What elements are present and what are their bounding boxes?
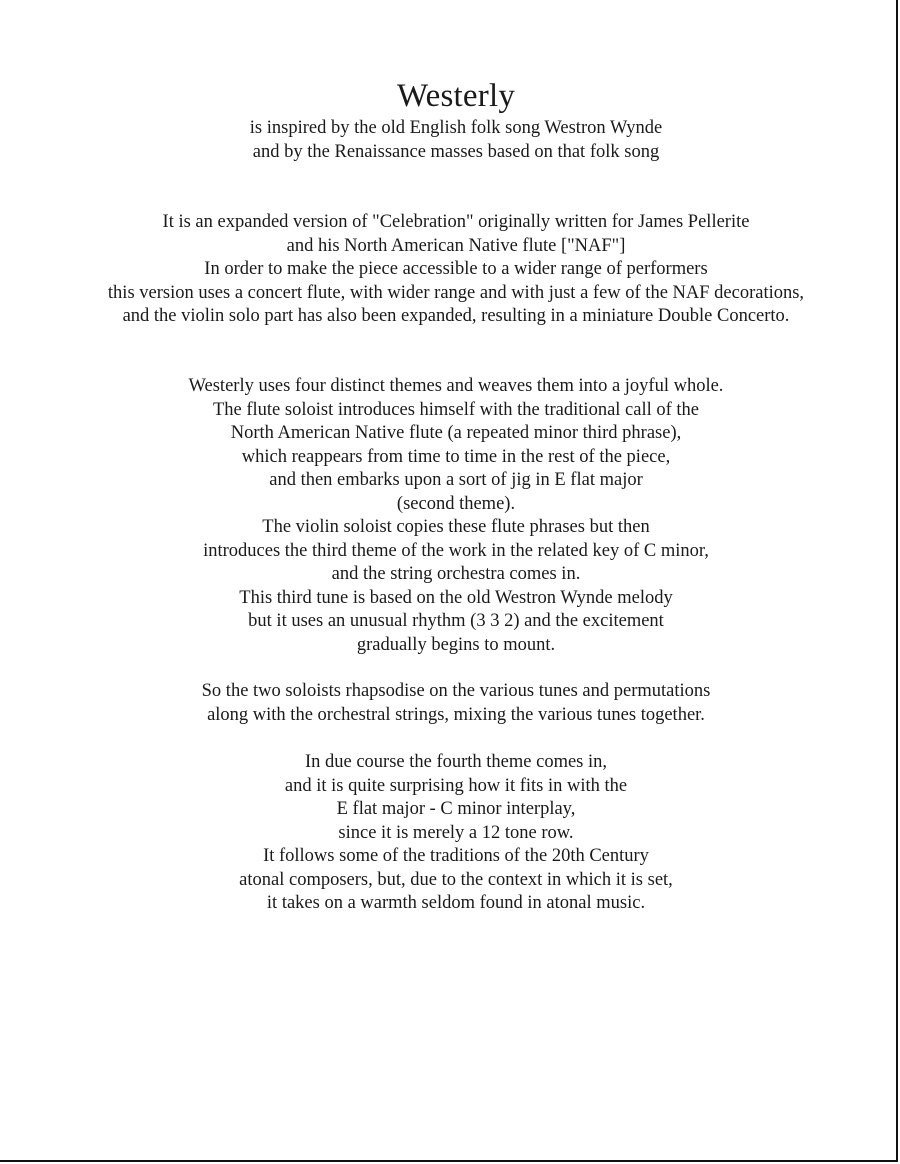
paragraph-line: (second theme).	[396, 493, 516, 514]
paragraph-line: and the string orchestra comes in.	[331, 564, 581, 584]
paragraph-line: and it is quite surprising how it fits in with the	[284, 775, 628, 796]
paragraph-line: In due course the fourth theme comes in,	[304, 752, 608, 772]
paragraph-line: It is an expanded version of "Celebration" originally written for James Pellerite	[162, 212, 750, 232]
paragraph-line: The flute soloist introduces himself with the traditional call of the	[212, 399, 700, 420]
paragraph-line: So the two soloists rhapsodise on the various tunes and permutations	[201, 681, 711, 701]
paragraph-line: and his North American Native flute ["NAF"]	[286, 235, 626, 256]
paragraph-line: The violin soloist copies these flute phrases but then	[262, 517, 650, 537]
paragraph-line: since it is merely a 12 tone row.	[338, 822, 574, 843]
paragraph-line: Westerly uses four distinct themes and weaves them into a joyful whole.	[188, 376, 724, 396]
paragraph-2	[0, 375, 900, 657]
paragraph-line: It follows some of the traditions of the 20th Century	[263, 846, 649, 866]
subtitle-block	[0, 117, 900, 164]
paragraph-4	[0, 751, 900, 916]
paragraph-3	[0, 680, 900, 727]
paragraph-line: and the violin solo part has also been expanded, resulting in a miniature Double Concerto.	[122, 306, 790, 326]
paragraph-line: it takes on a warmth seldom found in atonal music.	[266, 893, 646, 913]
paragraph-line: along with the orchestral strings, mixing the various tunes together.	[207, 704, 705, 725]
paragraph-line: gradually begins to mount.	[356, 634, 556, 655]
paragraph-line: this version uses a concert flute, with wider range and with just a few of the NAF decorations,	[107, 282, 805, 303]
paragraph-line: E flat major - C minor interplay,	[336, 799, 576, 819]
subtitle-line: is inspired by the old English folk song Westron Wynde	[249, 118, 663, 138]
paragraph-line: North American Native flute (a repeated minor third phrase),	[230, 423, 682, 443]
paragraph-line: which reappears from time to time in the rest of the piece,	[241, 446, 671, 467]
paragraph-line: This third tune is based on the old Westron Wynde melody	[239, 587, 673, 608]
paragraph-line: but it uses an unusual rhythm (3 3 2) and the excitement	[248, 611, 664, 631]
document-title: Westerly	[396, 78, 516, 114]
paragraph-line: introduces the third theme of the work in the related key of C minor,	[203, 540, 709, 561]
paragraph-1	[0, 211, 900, 329]
paragraph-line: atonal composers, but, due to the context in which it is set,	[239, 869, 673, 890]
paragraph-line: and then embarks upon a sort of jig in E flat major	[269, 470, 643, 490]
paragraph-line: In order to make the piece accessible to a wider range of performers	[204, 259, 708, 279]
subtitle-line: and by the Renaissance masses based on that folk song	[252, 141, 660, 162]
